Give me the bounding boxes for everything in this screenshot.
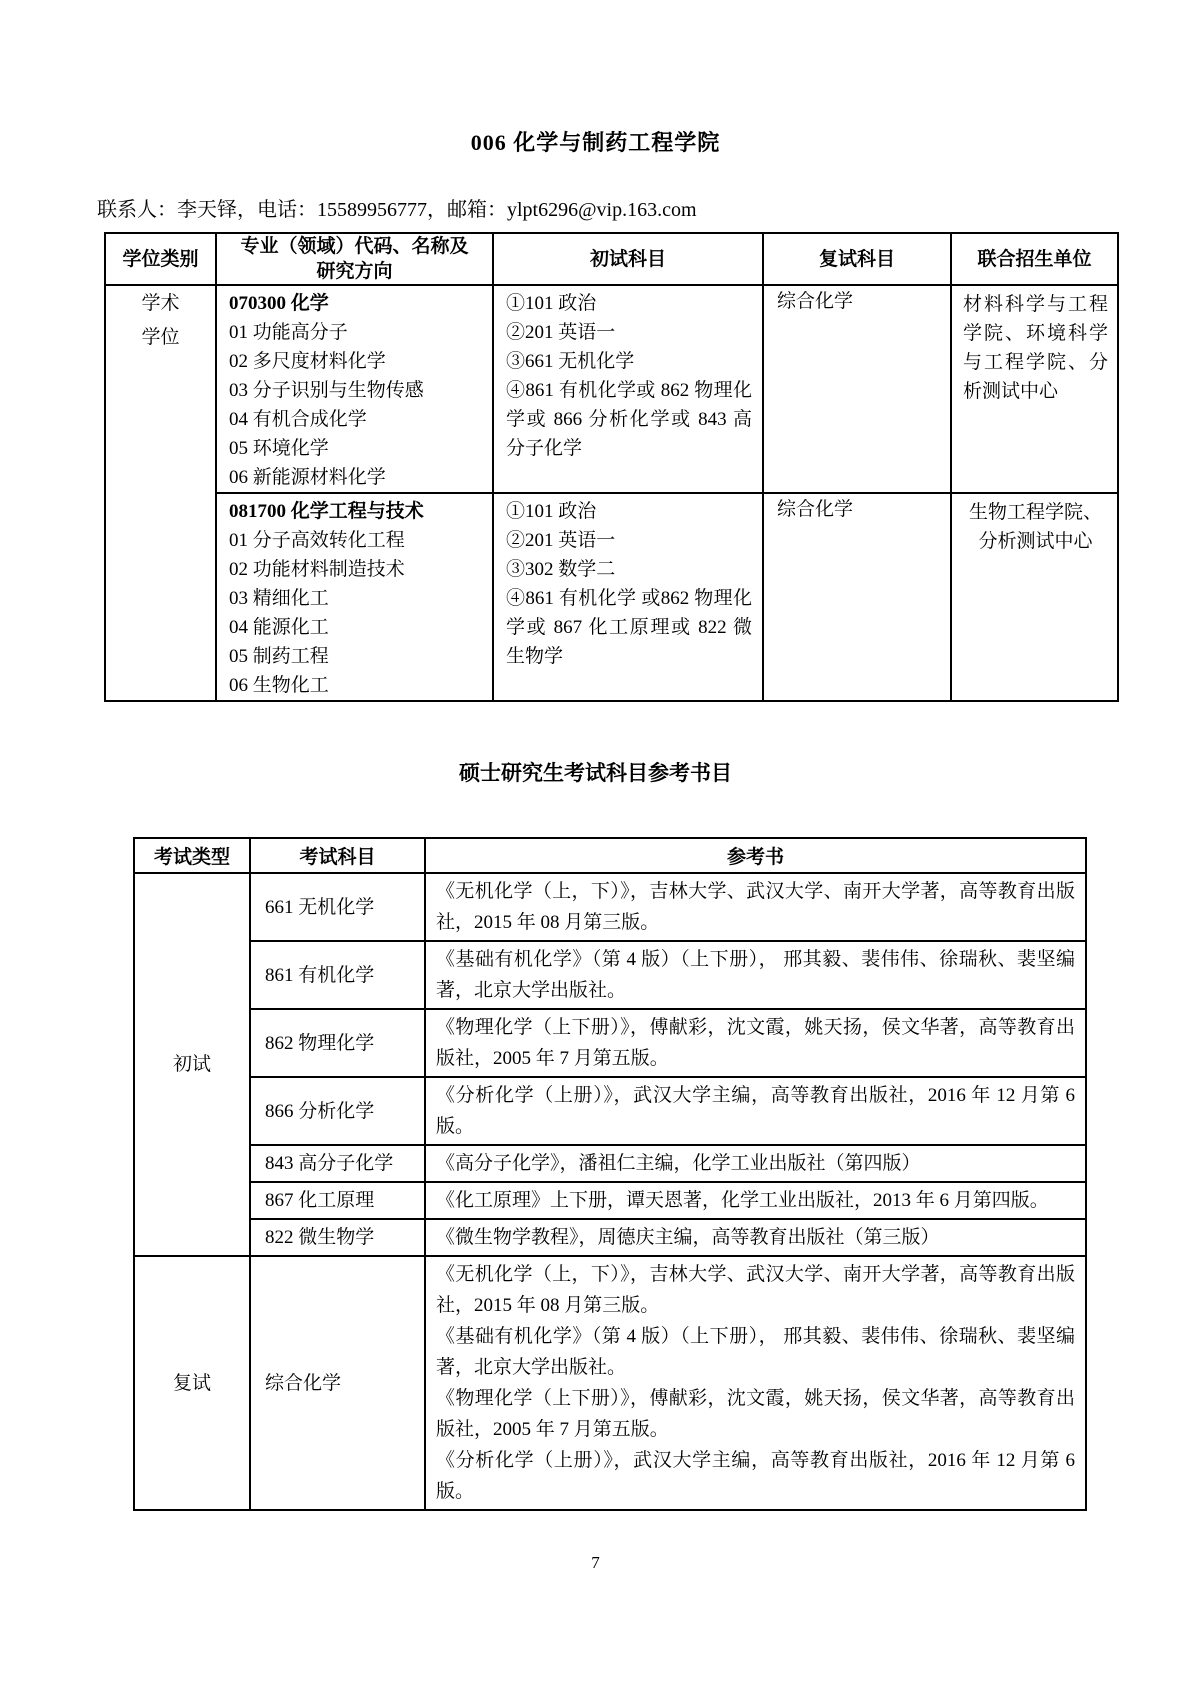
admissions-row-081700: [105, 493, 1118, 701]
initial-subject-line: ①101 政治: [506, 501, 597, 522]
initial-subject-line: ②201 英语一: [506, 322, 616, 343]
reference-line: 《分析化学（上册）》，武汉大学主编，高等教育出版社，2016 年 12 月第 6 版。: [436, 1450, 1075, 1502]
reference-cell: 《分析化学（上册）》，武汉大学主编，高等教育出版社，2016 年 12 月第 6 版。: [425, 1077, 1086, 1145]
subject-cell: 843 高分子化学: [250, 1145, 425, 1182]
research-direction-line: 04 能源化工: [229, 617, 329, 638]
header-subject: 考试科目: [250, 838, 425, 873]
reference-row-843: [134, 1145, 1086, 1182]
program-code-name: 081700 化学工程与技术: [229, 501, 424, 522]
header-program: [216, 233, 493, 285]
reference-line: 《基础有机化学》（第 4 版）（上下册）， 邢其毅、裴伟伟、徐瑞秋、裴坚编著，北京大学出版社。: [436, 1326, 1075, 1378]
reference-line: 《物理化学（上下册）》，傅献彩，沈文霞，姚天扬，侯文华著，高等教育出版社，2005 年 7 月第五版。: [436, 1388, 1075, 1440]
retest-subject-cell: 综合化学: [763, 493, 951, 701]
admissions-row-070300: [105, 285, 1118, 493]
reference-section-title: 硕士研究生考试科目参考书目: [459, 761, 732, 785]
program-cell: [216, 285, 493, 493]
page-number: 7: [591, 1553, 600, 1572]
subject-cell: 综合化学: [250, 1256, 425, 1510]
research-direction-line: 05 环境化学: [229, 438, 329, 459]
initial-subjects-cell: [493, 493, 763, 701]
program-code-name: 070300 化学: [229, 293, 329, 314]
research-direction-line: 04 有机合成化学: [229, 409, 367, 430]
reference-cell: 《高分子化学》，潘祖仁主编，化学工业出版社（第四版）: [425, 1145, 1086, 1182]
subject-cell: 661 无机化学: [250, 873, 425, 941]
subject-cell: 862 物理化学: [250, 1009, 425, 1077]
reference-cell: 《无机化学（上，下）》，吉林大学、武汉大学、南开大学著，高等教育出版社，2015 年 08 月第三版。: [425, 873, 1086, 941]
reference-cell: 《物理化学（上下册）》，傅献彩，沈文霞，姚天扬，侯文华著，高等教育出版社，2005 年 7 月第五版。: [425, 1009, 1086, 1077]
research-direction-line: 02 功能材料制造技术: [229, 559, 405, 580]
reference-table: [133, 837, 1087, 1511]
contact-line: 联系人：李天铎，电话：15589956777，邮箱：ylpt6296@vip.163.com: [97, 199, 697, 221]
degree-category-cell: [105, 285, 216, 701]
reference-row-661: [134, 873, 1086, 941]
research-direction-line: 01 分子高效转化工程: [229, 530, 405, 551]
reference-cell: [425, 1256, 1086, 1510]
research-direction-line: 06 生物化工: [229, 675, 329, 696]
header-exam-type: 考试类型: [134, 838, 250, 873]
initial-subject-line: ②201 英语一: [506, 530, 616, 551]
reference-header-row: [134, 838, 1086, 873]
reference-row-862: [134, 1009, 1086, 1077]
retest-subject-cell: 综合化学: [763, 285, 951, 493]
degree-category-text: 学术学位: [141, 293, 180, 348]
header-degree-category: 学位类别: [105, 233, 216, 285]
reference-cell: 《微生物学教程》，周德庆主编，高等教育出版社（第三版）: [425, 1219, 1086, 1256]
reference-row-retest: [134, 1256, 1086, 1510]
exam-type-cell-retest: 复试: [134, 1256, 250, 1510]
research-direction-line: 06 新能源材料化学: [229, 467, 386, 488]
initial-subject-line: ③302 数学二: [506, 559, 616, 580]
initial-subject-line: ①101 政治: [506, 293, 597, 314]
reference-row-866: [134, 1077, 1086, 1145]
header-joint-units: 联合招生单位: [951, 233, 1118, 285]
initial-subjects-cell: [493, 285, 763, 493]
research-direction-line: 03 精细化工: [229, 588, 329, 609]
subject-cell: 867 化工原理: [250, 1182, 425, 1219]
exam-type-cell-initial: 初试: [134, 873, 250, 1256]
subject-cell: 861 有机化学: [250, 941, 425, 1009]
joint-units-cell: 材料科学与工程学院、环境科学与工程学院、分析测试中心: [951, 285, 1118, 493]
reference-cell: 《化工原理》上下册，谭天恩著，化学工业出版社，2013 年 6 月第四版。: [425, 1182, 1086, 1219]
reference-row-867: [134, 1182, 1086, 1219]
admissions-header-row: [105, 233, 1118, 285]
reference-row-822: [134, 1219, 1086, 1256]
header-reference: 参考书: [425, 838, 1086, 873]
research-direction-line: 02 多尺度材料化学: [229, 351, 386, 372]
initial-subject-line: ③661 无机化学: [506, 351, 635, 372]
research-direction-line: 03 分子识别与生物传感: [229, 380, 424, 401]
reference-cell: 《基础有机化学》（第 4 版）（上下册）， 邢其毅、裴伟伟、徐瑞秋、裴坚编著，北京大学出版社。: [425, 941, 1086, 1009]
subject-cell: 822 微生物学: [250, 1219, 425, 1256]
admissions-table: [104, 232, 1119, 702]
joint-units-cell: 生物工程学院、分析测试中心: [951, 493, 1118, 701]
program-cell: [216, 493, 493, 701]
header-retest: 复试科目: [763, 233, 951, 285]
research-direction-line: 01 功能高分子: [229, 322, 348, 343]
subject-cell: 866 分析化学: [250, 1077, 425, 1145]
header-program-text: 专业（领域）代码、名称及研究方向: [240, 236, 469, 282]
reference-row-861: [134, 941, 1086, 1009]
header-initial-exam: 初试科目: [493, 233, 763, 285]
initial-subject-line: ④861 有机化学 或862 物理化学或 867 化工原理或 822 微生物学: [506, 588, 752, 667]
page-title: 006 化学与制药工程学院: [470, 130, 721, 155]
initial-subject-line: ④861 有机化学或 862 物理化学或 866 分析化学或 843 高分子化学: [506, 380, 752, 459]
reference-line: 《无机化学（上，下）》，吉林大学、武汉大学、南开大学著，高等教育出版社，2015 年 08 月第三版。: [436, 1264, 1075, 1316]
research-direction-line: 05 制药工程: [229, 646, 329, 667]
